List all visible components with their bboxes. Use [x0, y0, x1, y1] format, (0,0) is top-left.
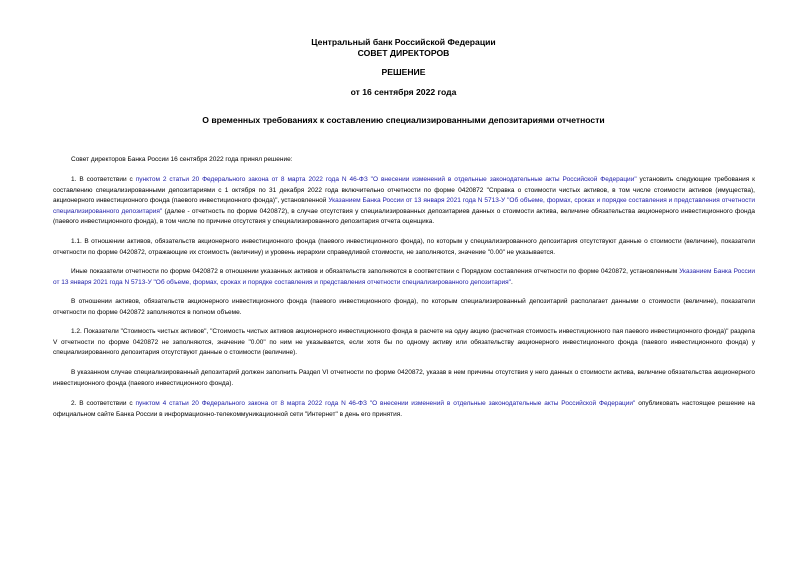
document-title: О временных требованиях к составлению специализированными депозитариями отчетности [202, 115, 605, 125]
p1-text-c: (далее - отчетность по форме 0420872), в случае отсутствия у специализированных депозитариев данных о стоимости актива, величине обязательства акционерного инвестиционного фонда (паевого инвестиционного фонда), в том числе по причине отсутствия у специализированного депозитария отчета оценщика. [53, 207, 755, 226]
ukazanie-5713u-link[interactable]: Указанием Банка России от 13 января 2021 года N 5713-У "Об объеме, формах, сроках и порядке составления и представления отчетности специализированного депозитария" [53, 197, 755, 215]
intro-paragraph [53, 155, 755, 166]
p12-text: 1.2. Показатели "Стоимость чистых активов", "Стоимость чистых активов акционерного инвестиционного фонда в расчете на одну акцию (расчетная стоимость инвестиционного пая паевого инвестиционного фонда)" раздела V отчетности по форме 0420872 не заполняются, значение "0.00" по ним не указывается, если хотя бы по одному активу или обязательству акционерного инвестиционного фонда (паевого инвестиционного фонда) у специализированного депозитария отсутствуют данные о стоимости (величине). [53, 328, 755, 357]
paragraph-2 [53, 399, 755, 420]
p2-text-a: 2. В соответствии с [71, 400, 136, 407]
intro-text: Совет директоров Банка России 16 сентября 2022 года принял решение: [71, 156, 293, 163]
ukazanie-5713u-link-2[interactable]: Указанием Банка России от 13 января 2021 года N 5713-У "Об объеме, формах, сроках и порядке составления и представления отчетности специализированного депозитария" [53, 268, 755, 286]
p-other-text-a: Иные показатели отчетности по форме 0420872 в отношении указанных активов и обязательств заполняются в соответствии с Порядком составления отчетности по форме 0420872, установленным [71, 268, 680, 275]
paragraph-1-2 [53, 327, 755, 359]
p11-text: 1.1. В отношении активов, обязательств акционерного инвестиционного фонда (паевого инвестиционного фонда), по которым у специализированного депозитария отсутствуют данные о стоимости (величине), показатели отчетности по форме 0420872, отражающие их стоимость (величину) и уровень иерархии справедливой стоимости, не заполняются, значение "0.00" не указывается. [53, 238, 755, 256]
paragraph-1 [53, 175, 755, 228]
law-46fz-link-p4[interactable]: пунктом 4 статьи 20 Федерального закона от 8 марта 2022 года N 46-ФЗ "О внесении изменений в отдельные законодательные акты Российской Федерации" [135, 400, 636, 407]
p-section6-text: В указанном случае специализированный депозитарий должен заполнить Раздел VI отчетности по форме 0420872, указав в нем причины отсутствия у него данных о стоимости актива, величине обязательства акционерного инвестиционного фонда (паевого инвестиционного фонда). [53, 369, 755, 387]
paragraph-1-1 [53, 237, 755, 258]
board-name: СОВЕТ ДИРЕКТОРОВ [357, 48, 450, 58]
p1-text-a: 1. В соответствии с [71, 176, 136, 183]
document-date: от 16 сентября 2022 года [350, 87, 457, 97]
paragraph-other-indicators [53, 267, 755, 288]
p2-text-b: опубликовать настоящее решение на официальном сайте Банка России в информационно-телекоммуникационной сети "Интернет" в день его принятия. [53, 400, 755, 418]
document-kind: РЕШЕНИЕ [381, 67, 426, 77]
paragraph-section-6 [53, 368, 755, 389]
header-block [0, 37, 807, 59]
p-full-text: В отношении активов, обязательств акционерного инвестиционного фонда (паевого инвестиционного фонда), по которым специализированный депозитарий располагает данными о стоимости (величине), показатели отчетности по форме 0420872 заполняются в полном объеме. [53, 298, 755, 316]
p1-text-b: установить следующие требования к составлению специализированными депозитариями с 1 октября по 31 декабря 2022 года включительно отчетности по форме 0420872 "Справка о стоимости чистых активов, в том числе стоимости активов (имущества), акционерного инвестиционного фонда (паевого инвестиционного фонда)", установленной [53, 176, 755, 205]
law-46fz-link-p2[interactable]: пунктом 2 статьи 20 Федерального закона от 8 марта 2022 года N 46-ФЗ "О внесении изменений в отдельные законодательные акты Российской Федерации" [135, 176, 637, 183]
org-name: Центральный банк Российской Федерации [311, 37, 496, 47]
p-other-text-b: . [510, 278, 513, 286]
paragraph-full-volume [53, 297, 755, 318]
